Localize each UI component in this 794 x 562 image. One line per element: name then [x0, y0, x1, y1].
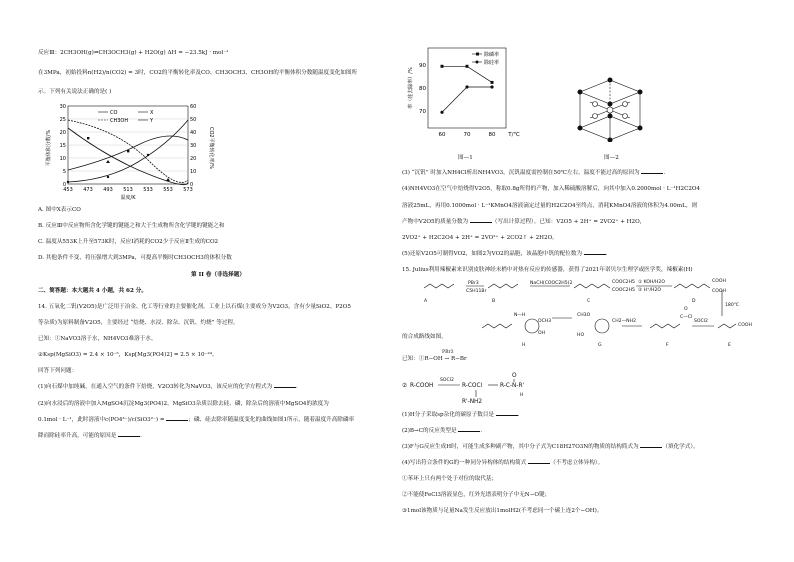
- reagent-malonate: NaCH(COOC2H5)2: [530, 281, 573, 286]
- graph2-legend: [472, 51, 499, 66]
- option-b: B. 反应Ⅲ中反应物所含化学键的键能之和大于生成物所含化学键的键能之和: [38, 223, 225, 229]
- known-2-acyl-chloride: R-COCl: [462, 383, 483, 389]
- label-e: E: [728, 343, 731, 348]
- reagent-c5h11br: C5H11Br: [466, 289, 487, 294]
- reagent-koh: ① KOH/H2O: [638, 280, 665, 285]
- known-1-reagent: PBr3: [442, 350, 454, 355]
- svg-text:0: 0: [190, 182, 194, 188]
- reagent-pbr3: PBr3: [468, 281, 479, 286]
- svg-text:10: 10: [190, 169, 197, 175]
- known-2-acid: R-COOH: [410, 383, 434, 389]
- series-1-point: [465, 85, 468, 88]
- svg-text:493: 493: [103, 187, 113, 193]
- graph2-xlabel: T/℃: [508, 132, 520, 138]
- graph1-y-right-ticks: [190, 104, 196, 188]
- och3-h: OCH3: [538, 319, 552, 324]
- q14-part-2: (2)向水浸后的溶液中加入MgSO4沉淀Mg3(PO4)2、MgSiO3杂质以除去硅、磷，除杂后的溶液中MgSO4的浓度为: [38, 401, 329, 407]
- equilibrium-graph: [38, 100, 218, 200]
- svg-text:90: 90: [419, 63, 426, 69]
- c-cl-f: C—Cl: [680, 315, 693, 320]
- option-a: A. 图中X表示CO: [38, 207, 81, 213]
- label-g: G: [598, 343, 602, 348]
- graph1-xlabel: 温度/K: [120, 195, 136, 200]
- legend-x: X: [150, 110, 154, 116]
- svg-text:70: 70: [463, 132, 471, 138]
- figure-1-caption: 图—1: [458, 155, 473, 161]
- oh-h: OH: [538, 331, 546, 336]
- graph2-ylabel: 率（硅去除率）/%: [408, 67, 414, 109]
- synthesis-scheme: [422, 276, 762, 348]
- series-1-point: [440, 111, 443, 114]
- q15-part-4: (4)写出符合条件的G的一种同分异构体的结构简式 （不考虑立体异构）。: [402, 460, 604, 466]
- known-2-amine: R'-NH2: [462, 399, 483, 405]
- series-1-point: [490, 85, 493, 88]
- q14-part-2-cont: 0.1mol · L⁻¹，此时溶液中c(PO4³⁻)/c(SiO3²⁻) = ；磷、硅去除率随温度变化的曲线如图1所示，随着温度升高除磷率: [38, 417, 355, 423]
- nh2-g: CH2—NH2: [612, 319, 636, 324]
- cooh-top-1: COOH: [712, 279, 726, 284]
- q15-route-text: 的合成路线如图。: [402, 334, 447, 340]
- temp-180: 180℃: [725, 303, 739, 308]
- reagent-acid: ② H⁺/H2O: [638, 288, 661, 293]
- q14-part-4-line-2: 溶液25mL，再用0.1000mol · L⁻¹KMnO4溶液滴定过量的H2C2O4至终点，消耗KMnO4溶液的体积为4.00mL，则: [402, 203, 698, 209]
- svg-text:60: 60: [190, 104, 197, 110]
- option-c: C. 温度从553K上升至573K时，反应Ⅰ消耗的CO2少于反应Ⅱ生成的CO2: [38, 239, 219, 245]
- svg-text:70: 70: [419, 109, 426, 115]
- svg-text:30: 30: [190, 143, 197, 149]
- cooh-e: COOH: [738, 323, 752, 328]
- q14-part-2-end: 降而除硅率升高，可能的原因是 .: [38, 433, 142, 439]
- q14-part-3: (3) “沉钒” 时加入NH4Cl析出NH4VO3，沉钒温度需控制在50℃左右，温度不能过高的原因为 .: [402, 170, 666, 176]
- q14-part-4: (4)NH4VO3在空气中焙烧得V2O5，称取0.8g所得的产物，加入稀硫酸溶解后，向其中加入0.2000mol · L⁻¹H2C2O4: [402, 186, 701, 192]
- q14-part-1: (1)向石煤中加纯碱，在通入空气的条件下焙烧，V2O3转化为NaVO3，该反应的化学方程式为 .: [38, 384, 298, 390]
- series-line-0: [442, 66, 492, 82]
- legend-y: Y: [150, 118, 154, 124]
- svg-text:40: 40: [190, 130, 197, 136]
- q15-part-1: (1)H分子采取sp杂化的碳原子数目是 .: [402, 412, 520, 418]
- known-2-h: H: [520, 393, 524, 398]
- svg-text:553: 553: [163, 187, 173, 193]
- label-f: F: [666, 343, 669, 348]
- label-b: B: [492, 299, 496, 304]
- nh-h: N—H: [514, 313, 526, 318]
- q15-part-2: (2)B→C的反应类型是 .: [402, 428, 483, 434]
- svg-text:60: 60: [438, 132, 446, 138]
- section-2-heading: 二、简答题：本大题共 4 小题，共 62 分。: [38, 288, 147, 294]
- svg-text:0: 0: [62, 182, 66, 188]
- series-0-point: [466, 65, 469, 68]
- legend-silicon: 除硅率: [484, 60, 500, 66]
- known-2-amide: R-C-N-R': [500, 383, 525, 389]
- svg-text:30: 30: [59, 104, 66, 110]
- svg-text:20: 20: [59, 130, 66, 136]
- ester-1: COOC2H5: [612, 280, 635, 285]
- q14-known-2: ②Ksp(MgSiO3) = 2.4 × 10⁻⁵，Ksp[Mg3(PO4)2] = 2.5 × 10⁻²⁴。: [38, 352, 218, 358]
- reaction-iii: 反应Ⅲ：2CH3OH(g)⇌CH3OCH3(g) + H2O(g) ΔH = −23.5kJ · mol⁻¹: [38, 50, 229, 56]
- svg-text:513: 513: [123, 187, 133, 193]
- legend-ch3oh: CH3OH: [110, 118, 129, 124]
- part-ii-title: 第 II 卷（非选择题）: [191, 272, 245, 278]
- known-2-reagent: SOCl2: [440, 378, 454, 383]
- condition-2: ②不能使FeCl3溶液显色，红外光谱表明分子中无N−O键；: [402, 492, 551, 498]
- graph1-legend: [98, 110, 154, 124]
- question-stem: 示。下列有关说法正确的是( ): [38, 89, 112, 95]
- graph2-y-ticks: [419, 63, 426, 115]
- curve-x: [68, 128, 188, 185]
- svg-text:473: 473: [83, 187, 93, 193]
- vo2-unit-cell: [570, 62, 650, 142]
- label-a: A: [424, 299, 428, 304]
- series-0-point: [491, 81, 494, 84]
- q15-stem: 15. Julius利用辣椒素来识别皮肤神经末梢中对热有反应的传感器，获得了2021年诺贝尔生理学或医学奖，辣椒素(H): [402, 267, 693, 273]
- cooh-top-2: COOH: [712, 289, 726, 294]
- graph1-y-left-ticks: [60, 104, 66, 188]
- known-2-number: ②: [402, 383, 408, 389]
- condition-text: 在3MPa，初始投料n(H2)/n(CO2) = 3时，CO2的平衡转化率及CO、CH3OCH3、CH3OH的平衡体积分数随温度变化如图所: [38, 70, 358, 76]
- q14-part-4-eq: 2VO2⁺ + H2C2O4 + 2H⁺ = 2VO²⁺ + 2CO2↑ + 2H2O。: [402, 235, 558, 241]
- svg-text:533: 533: [143, 187, 153, 193]
- graph1-gridlines: [68, 119, 188, 171]
- removal-rate-graph: [402, 40, 522, 150]
- svg-text:573: 573: [183, 187, 193, 193]
- graph1-ylabel: 平衡体积分数/%: [46, 129, 52, 167]
- series-0-point: [441, 65, 444, 68]
- svg-text:10: 10: [59, 156, 66, 162]
- known-2-oxygen: O: [512, 373, 517, 379]
- condition-1: ①苯环上只有两个处于对位的取代基；: [402, 476, 498, 482]
- series-line-1: [442, 87, 492, 112]
- q14-part-5: (5)还原V2O5可制得VO2，如图2为VO2的晶胞，该晶胞中钒的配位数为 .: [402, 251, 608, 257]
- label-c: C: [587, 299, 591, 304]
- known-1: 已知：①R−OH → R−Br PBr3: [402, 350, 467, 362]
- svg-text:50: 50: [190, 117, 197, 123]
- svg-text:80: 80: [419, 86, 426, 92]
- option-d: D. 其他条件不变，将压强增大到3MPa，可提高平衡时CH3OCH3的体积分数: [38, 255, 232, 261]
- graph2-series: [440, 65, 493, 114]
- graph1-ylabel-right: CO2平衡转化率/%: [208, 126, 214, 170]
- ho-g: HO: [577, 333, 585, 338]
- label-d: D: [692, 299, 696, 304]
- q14-known-1: 已知：①NaVO3溶于水，NH4VO3难溶于水。: [38, 336, 157, 342]
- figure-2-caption: 图—2: [604, 155, 619, 161]
- svg-text:453: 453: [63, 187, 73, 193]
- label-h: H: [522, 343, 526, 348]
- legend-co: CO: [110, 110, 118, 116]
- svg-text:20: 20: [190, 156, 197, 162]
- svg-text:5: 5: [62, 169, 66, 175]
- q15-part-3: (3)F与G反应生成H时，可能生成多种副产物，其中分子式为C18H27O3N的物质的结构简式为 （填化学式）。: [402, 444, 699, 450]
- ch3o-g: CH3O: [577, 313, 591, 318]
- known-reaction-2: [402, 370, 562, 406]
- reagent-socl2: SOCl2: [694, 319, 708, 324]
- q14-line-2: 等杂质)为原料制备V2O5，主要经过 “焙烧、水浸、除杂、沉钒、灼烧” 等过程。: [38, 320, 239, 326]
- svg-text:25: 25: [59, 117, 66, 123]
- svg-text:80: 80: [488, 132, 496, 138]
- graph1-x-ticks: [63, 187, 193, 193]
- q14-answer-prompt: 回答下列问题：: [38, 368, 78, 374]
- q14-part-4-line-3: 产物中V2O5的质量分数为 （写出计算过程）。已知：V2O5 + 2H⁺ = 2VO2⁺ + H2O，: [402, 219, 646, 225]
- condition-3: ③1mol该物质与足量Na发生反应放出1molH2(不考虑同一个碳上连2个−OH)。: [402, 508, 603, 514]
- graph2-x-ticks: [439, 132, 496, 138]
- carbonyl-o-f: O: [684, 307, 688, 312]
- q14-line-1: 14. 五氧化二钒(V2O5)是广泛用于冶金、化工等行业的主要催化剂。工业上以石煤(主要成分为V2O3，含有少量SiO2、P2O5: [38, 304, 351, 310]
- left-column: [38, 0, 398, 562]
- svg-text:15: 15: [59, 143, 66, 149]
- legend-phosphorus: 除磷率: [484, 52, 500, 58]
- right-column: [402, 0, 762, 562]
- ester-2: COOC2H5: [612, 288, 635, 293]
